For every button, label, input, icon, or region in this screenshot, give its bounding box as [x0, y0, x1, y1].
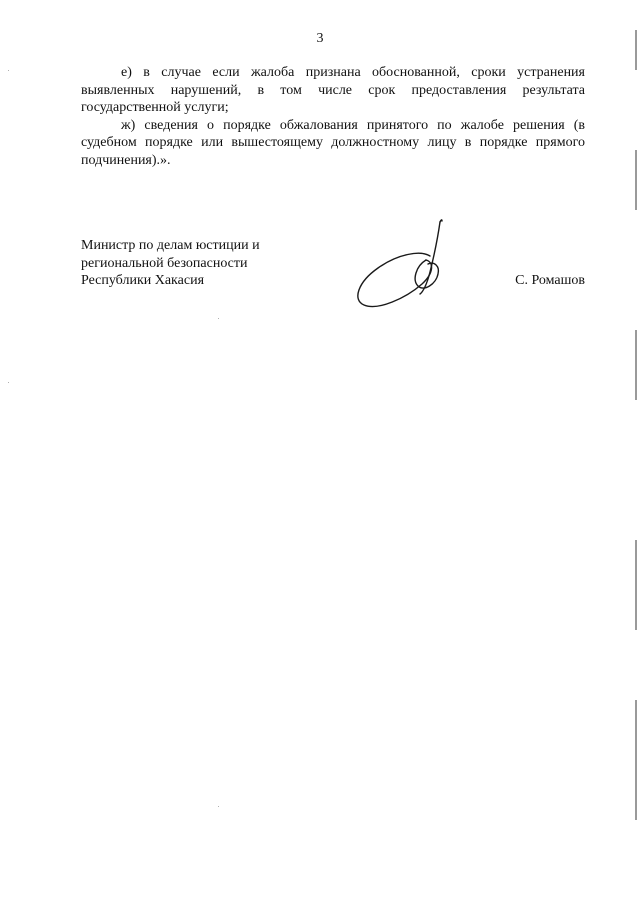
- scan-speck: [218, 318, 219, 319]
- signatory-name: С. Ромашов: [515, 273, 585, 288]
- position-line: Министр по делам юстиции и: [81, 238, 260, 253]
- page-number: 3: [316, 31, 324, 46]
- scan-speck: [8, 382, 9, 383]
- paragraph-zh: ж) сведения о порядке обжалования принятого по жалобе решения (в судебном порядке или вышестоящему должностному лицу в порядке прямого подчинения).».: [81, 117, 585, 168]
- document-body: [81, 64, 585, 170]
- position-line: региональной безопасности: [81, 255, 248, 271]
- scan-speck: [218, 806, 219, 807]
- paragraph-e: е) в случае если жалоба признана обоснованной, сроки устранения выявленных нарушений, в том числе срок предоставления результата государственной услуги;: [81, 65, 585, 116]
- position-line: Республики Хакасия: [81, 273, 205, 289]
- scan-edge-marks: [635, 0, 637, 905]
- signatory-position: [81, 237, 585, 290]
- handwritten-signature: [350, 216, 450, 312]
- scan-speck: [8, 70, 9, 71]
